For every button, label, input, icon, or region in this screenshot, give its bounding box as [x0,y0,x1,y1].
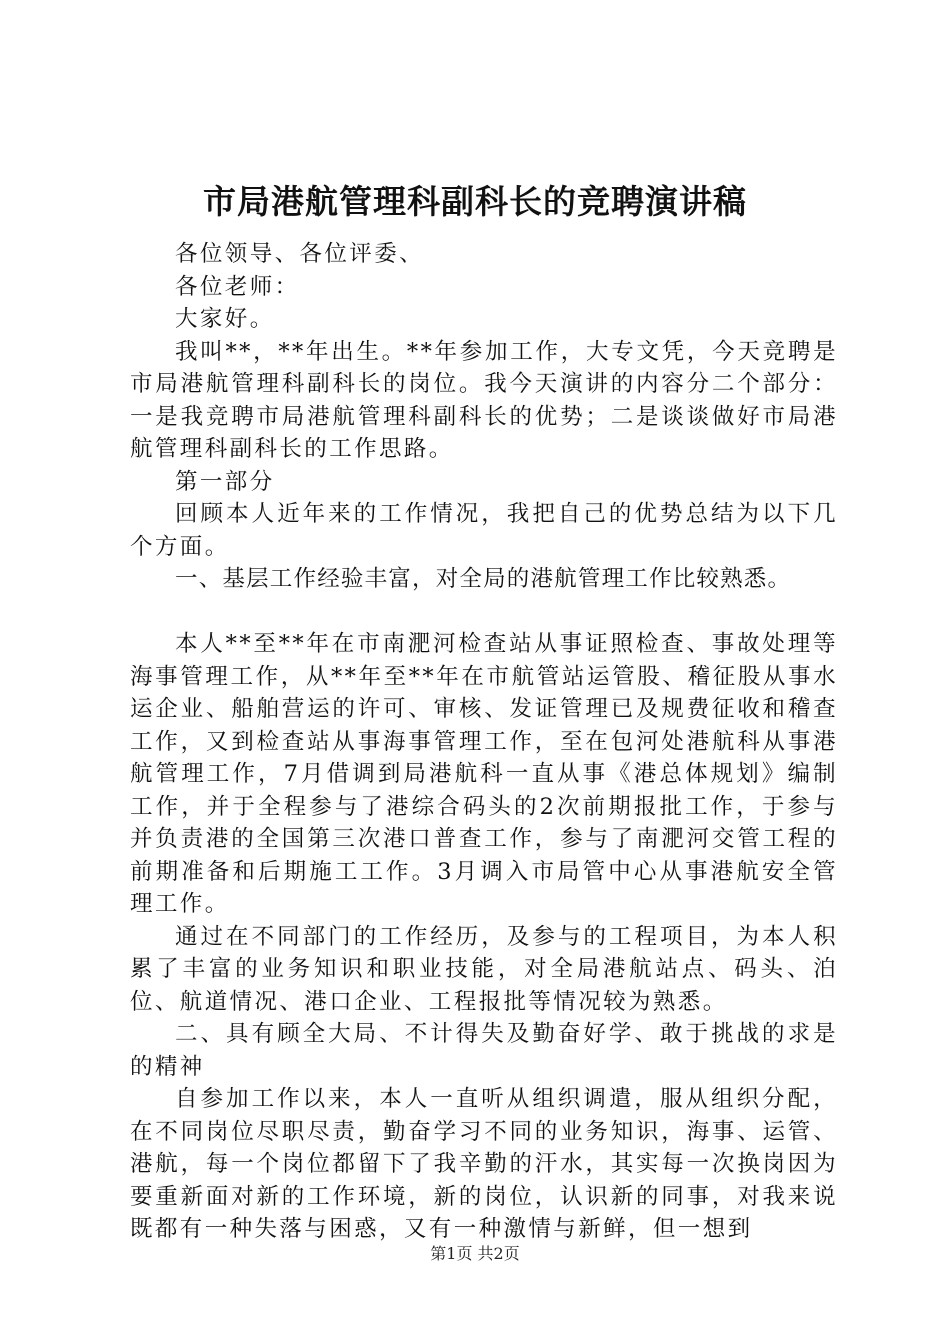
document-title: 市局港航管理科副科长的竞聘演讲稿 [203,182,747,221]
salutation-line-2: 各位老师： [175,273,300,300]
point-two-heading: 二、具有顾全大局、不计得失及勤奋好学、敢于挑战的求是的精神 [130,1021,838,1080]
review-paragraph: 回顾本人近年来的工作情况，我把自己的优势总结为以下几个方面。 [130,501,838,560]
page-number-footer: 第1页 共2页 [430,1244,520,1263]
point-one-heading: 一、基层工作经验丰富，对全局的港航管理工作比较熟悉。 [175,566,792,592]
document-body [130,238,838,1246]
section-heading-part-one: 第一部分 [175,468,275,495]
intro-paragraph: 我叫**，**年出生。**年参加工作，大专文凭，今天竞聘是市局港航管理科副科长的岗位。我今天演讲的内容分二个部分：一是我竞聘市局港航管理科副科长的优势；二是谈谈做好市局港航管理科副科长的工作思路。 [130,338,838,462]
salutation-line-1: 各位领导、各位评委、 [175,241,425,267]
experience-paragraph: 本人**至**年在市南淝河检查站从事证照检查、事故处理等海事管理工作，从**年至**年在市航管站运管股、稽征股从事水运企业、船舶营运的许可、审核、发证管理已及规费征收和稽查工作，又到检查站从事海事管理工作，至在包河处港航科从事港航管理工作，7月借调到局港航科一直从事《港总体规划》编制工作，并于全程参与了港综合码头的2次前期报批工作，于参与并负责港的全国第三次港口普查工作，参与了南淝河交管工程的前期准备和后期施工工作。3月调入市局管中心从事港航安全管理工作。 [130,631,838,917]
greeting: 大家好。 [175,306,275,332]
experience-summary-paragraph: 通过在不同部门的工作经历，及参与的工程项目，为本人积累了丰富的业务知识和职业技能，对全局港航站点、码头、泊位、航道情况、港口企业、工程报批等情况较为熟悉。 [130,923,838,1015]
attitude-paragraph: 自参加工作以来，本人一直听从组织调遣，服从组织分配，在不同岗位尽职尽责，勤奋学习不同的业务知识，海事、运管、港航，每一个岗位都留下了我辛勤的汗水，其实每一次换岗因为要重新面对新的工作环境，新的岗位，认识新的同事，对我来说既都有一种失落与困惑，又有一种激情与新鲜，但一想到 [130,1086,838,1242]
